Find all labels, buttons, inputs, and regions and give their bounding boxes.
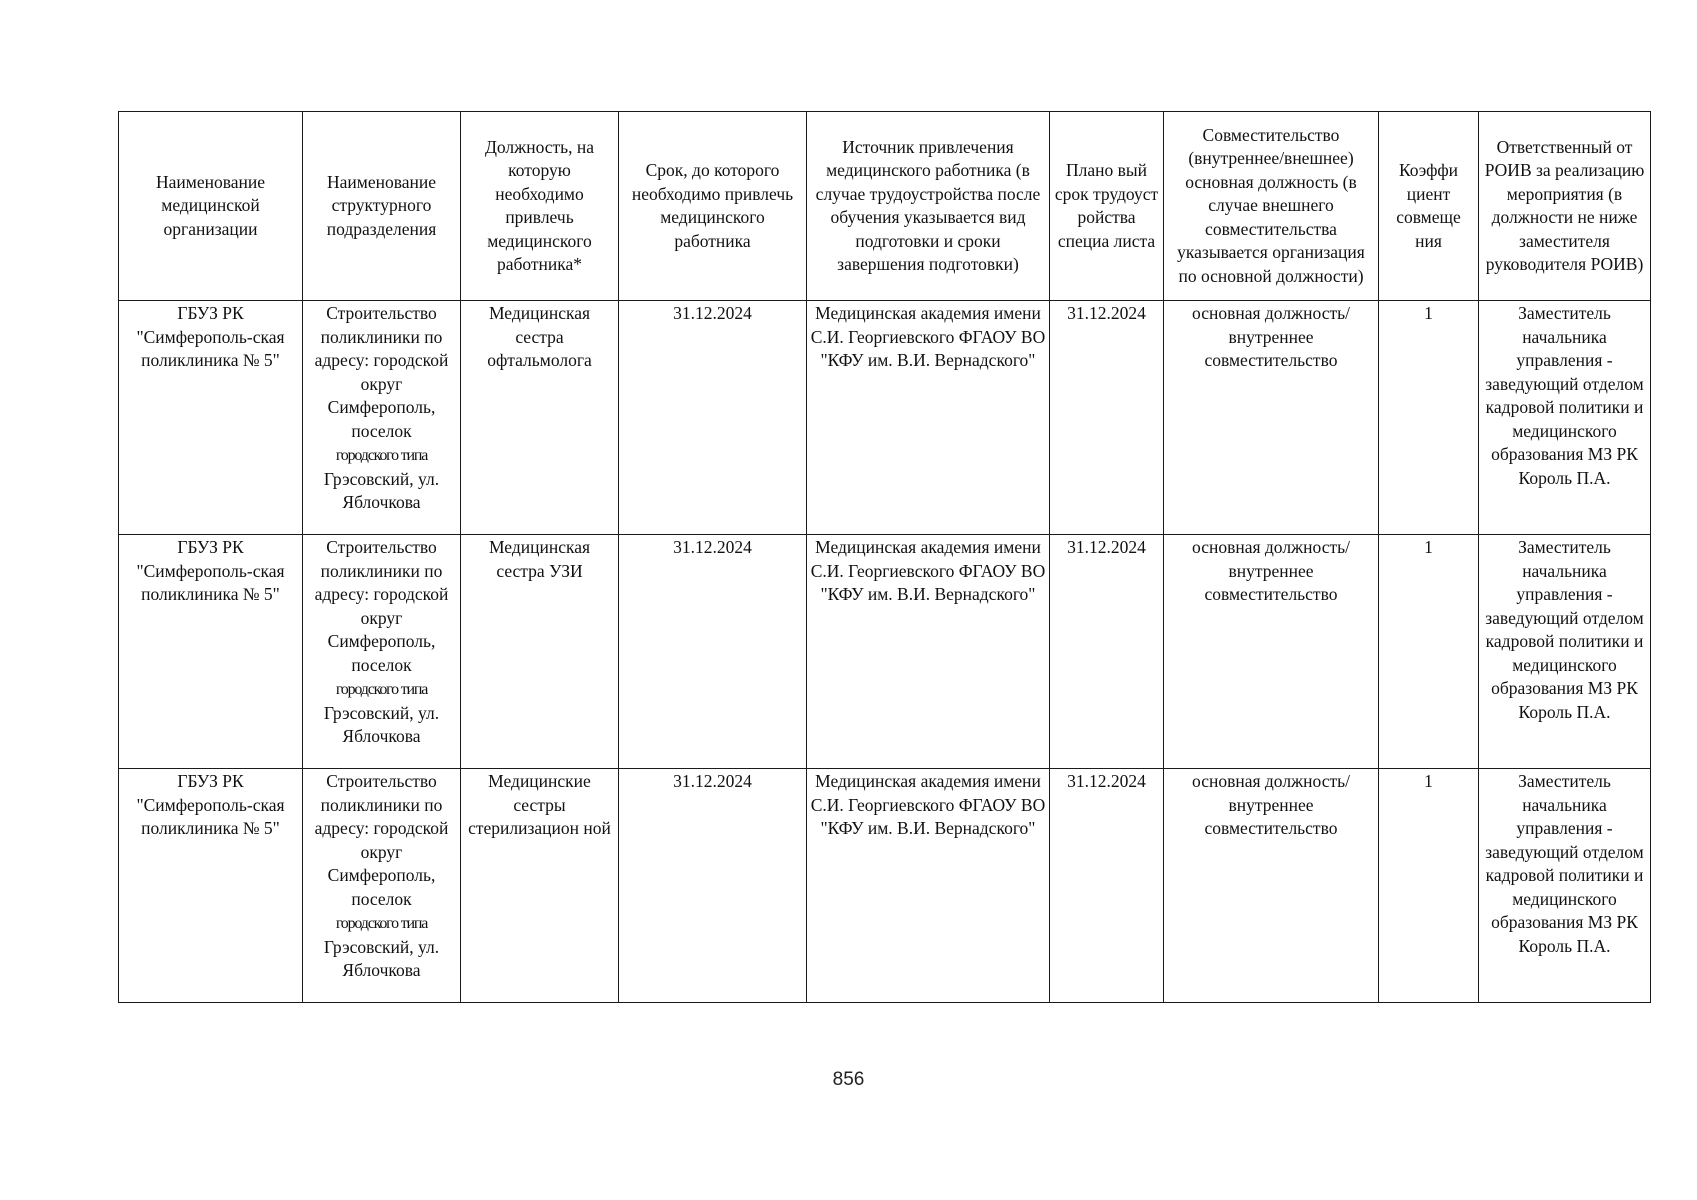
header-structural-unit: Наименование структурного подразделения <box>303 112 461 301</box>
table-row <box>119 301 1651 535</box>
cell-organization: ГБУЗ РК "Симферополь-ская поликлиника № 5" <box>119 301 303 535</box>
header-combination: Совместительство (внутреннее/внешнее) основная должность (в случае внешнего совместительства указывается организация по основной должности) <box>1164 112 1379 301</box>
table-header-row <box>119 112 1651 301</box>
cell-structural-unit <box>303 301 461 535</box>
unit-text-part: Грэсовский, ул. Яблочкова <box>323 936 440 980</box>
cell-organization: ГБУЗ РК "Симферополь-ская поликлиника № 5" <box>119 769 303 1003</box>
cell-responsible: Заместитель начальника управления - заведующий отделом кадровой политики и медицинского образования МЗ РК Король П.А. <box>1479 769 1651 1003</box>
cell-planned-date: 31.12.2024 <box>1050 535 1164 769</box>
cell-coefficient: 1 <box>1379 769 1479 1003</box>
cell-position: Медицинские сестры стерилизацион ной <box>461 769 619 1003</box>
cell-source: Медицинская академия имени С.И. Георгиевского ФГАОУ ВО "КФУ им. В.И. Вернадского" <box>807 769 1050 1003</box>
unit-text-condensed: городского типа <box>335 915 428 932</box>
page-number: 856 <box>832 1069 865 1090</box>
cell-planned-date: 31.12.2024 <box>1050 769 1164 1003</box>
cell-position: Медицинская сестра офтальмолога <box>461 301 619 535</box>
cell-deadline: 31.12.2024 <box>619 535 807 769</box>
unit-text-part: Строительство поликлиники по адресу: городской округ Симферополь, поселок <box>314 537 449 675</box>
staffing-table <box>118 111 1651 1003</box>
cell-coefficient: 1 <box>1379 301 1479 535</box>
unit-text-part: Грэсовский, ул. Яблочкова <box>323 468 440 512</box>
cell-deadline: 31.12.2024 <box>619 301 807 535</box>
cell-source: Медицинская академия имени С.И. Георгиевского ФГАОУ ВО "КФУ им. В.И. Вернадского" <box>807 535 1050 769</box>
cell-responsible: Заместитель начальника управления - заведующий отделом кадровой политики и медицинского образования МЗ РК Король П.А. <box>1479 301 1651 535</box>
table-row <box>119 769 1651 1003</box>
header-organization: Наименование медицинской организации <box>119 112 303 301</box>
cell-combination: основная должность/ внутреннее совместительство <box>1164 769 1379 1003</box>
unit-text-condensed: городского типа <box>335 447 428 464</box>
header-coefficient: Коэффи циент совмеще ния <box>1379 112 1479 301</box>
cell-combination: основная должность/ внутреннее совместительство <box>1164 535 1379 769</box>
cell-responsible: Заместитель начальника управления - заведующий отделом кадровой политики и медицинского образования МЗ РК Король П.А. <box>1479 535 1651 769</box>
unit-text-part: Строительство поликлиники по адресу: городской округ Симферополь, поселок <box>314 303 449 441</box>
header-planned-date: Плано вый срок трудоуст ройства специа листа <box>1050 112 1164 301</box>
unit-text-condensed: городского типа <box>335 681 428 698</box>
header-responsible: Ответственный от РОИВ за реализацию мероприятия (в должности не ниже заместителя руководителя РОИВ) <box>1479 112 1651 301</box>
cell-structural-unit <box>303 769 461 1003</box>
header-source: Источник привлечения медицинского работника (в случае трудоустройства после обучения указывается вид подготовки и сроки завершения подготовки) <box>807 112 1050 301</box>
cell-position: Медицинская сестра УЗИ <box>461 535 619 769</box>
unit-text-part: Грэсовский, ул. Яблочкова <box>323 702 440 746</box>
cell-planned-date: 31.12.2024 <box>1050 301 1164 535</box>
header-position: Должность, на которую необходимо привлечь медицинского работника* <box>461 112 619 301</box>
header-deadline: Срок, до которого необходимо привлечь медицинского работника <box>619 112 807 301</box>
unit-text-part: Строительство поликлиники по адресу: городской округ Симферополь, поселок <box>314 771 449 909</box>
cell-deadline: 31.12.2024 <box>619 769 807 1003</box>
cell-source: Медицинская академия имени С.И. Георгиевского ФГАОУ ВО "КФУ им. В.И. Вернадского" <box>807 301 1050 535</box>
cell-structural-unit <box>303 535 461 769</box>
cell-combination: основная должность/ внутреннее совместительство <box>1164 301 1379 535</box>
table-row <box>119 535 1651 769</box>
cell-coefficient: 1 <box>1379 535 1479 769</box>
cell-organization: ГБУЗ РК "Симферополь-ская поликлиника № 5" <box>119 535 303 769</box>
